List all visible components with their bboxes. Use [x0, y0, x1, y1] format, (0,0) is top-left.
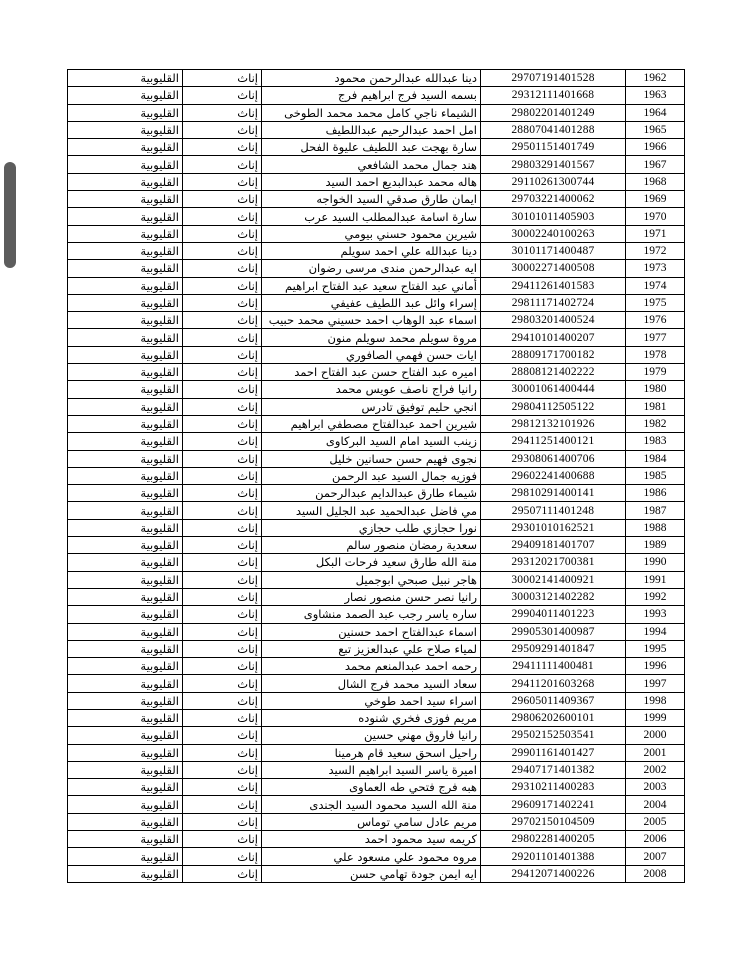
gender-cell: إناث: [183, 381, 262, 398]
serial-number-cell: 1974: [626, 277, 685, 294]
governorate-cell: القليوبية: [68, 191, 183, 208]
name-cell: رحمه احمد عبدالمنعم محمد: [262, 658, 481, 675]
table-row: [68, 865, 685, 882]
national-id-cell: 29507111401248: [481, 502, 626, 519]
serial-number-cell: 2001: [626, 744, 685, 761]
governorate-cell: القليوبية: [68, 260, 183, 277]
serial-number-cell: 1971: [626, 225, 685, 242]
serial-number-cell: 1987: [626, 502, 685, 519]
name-cell: سارة بهجت عبد اللطيف عليوة الفحل: [262, 139, 481, 156]
name-cell: مريم فوزى فخري شنوده: [262, 709, 481, 726]
national-id-cell: 28809171700182: [481, 346, 626, 363]
gender-cell: إناث: [183, 709, 262, 726]
gender-cell: إناث: [183, 467, 262, 484]
governorate-cell: القليوبية: [68, 346, 183, 363]
governorate-cell: القليوبية: [68, 277, 183, 294]
governorate-cell: القليوبية: [68, 225, 183, 242]
table-row: [68, 744, 685, 761]
table-row: [68, 727, 685, 744]
serial-number-cell: 1972: [626, 242, 685, 259]
table-row: [68, 433, 685, 450]
governorate-cell: القليوبية: [68, 173, 183, 190]
governorate-cell: القليوبية: [68, 208, 183, 225]
serial-number-cell: 1975: [626, 294, 685, 311]
serial-number-cell: 1969: [626, 191, 685, 208]
name-cell: اسماء عبد الوهاب احمد حسيني محمد حبيب: [262, 312, 481, 329]
serial-number-cell: 2005: [626, 813, 685, 830]
serial-number-cell: 1981: [626, 398, 685, 415]
national-id-cell: 28808121402222: [481, 364, 626, 381]
gender-cell: إناث: [183, 260, 262, 277]
table-row: [68, 485, 685, 502]
table-row: [68, 173, 685, 190]
table-row: [68, 537, 685, 554]
table-row: [68, 312, 685, 329]
name-cell: بسمه السيد فرج ابراهيم فرج: [262, 87, 481, 104]
national-id-cell: 30003121402282: [481, 588, 626, 605]
table-row: [68, 329, 685, 346]
serial-number-cell: 1991: [626, 571, 685, 588]
national-id-cell: 29411201603268: [481, 675, 626, 692]
name-cell: دينا عبدالله علي احمد سويلم: [262, 242, 481, 259]
gender-cell: إناث: [183, 502, 262, 519]
name-cell: شيرين احمد عبدالفتاح مصطفي ابراهيم: [262, 415, 481, 432]
governorate-cell: القليوبية: [68, 779, 183, 796]
governorate-cell: القليوبية: [68, 658, 183, 675]
serial-number-cell: 1982: [626, 415, 685, 432]
gender-cell: إناث: [183, 658, 262, 675]
name-cell: زينب السيد امام السيد البركاوى: [262, 433, 481, 450]
table-row: [68, 450, 685, 467]
governorate-cell: القليوبية: [68, 571, 183, 588]
national-id-cell: 29501151401749: [481, 139, 626, 156]
serial-number-cell: 2002: [626, 761, 685, 778]
governorate-cell: القليوبية: [68, 156, 183, 173]
serial-number-cell: 1993: [626, 606, 685, 623]
national-id-cell: 29904011401223: [481, 606, 626, 623]
table-row: [68, 70, 685, 87]
gender-cell: إناث: [183, 121, 262, 138]
name-cell: أماني عبد الفتاح سعيد عبد الفتاح ابراهيم: [262, 277, 481, 294]
name-cell: اميرة ياسر السيد ابراهيم السيد: [262, 761, 481, 778]
governorate-cell: القليوبية: [68, 70, 183, 87]
name-cell: هند جمال محمد الشافعي: [262, 156, 481, 173]
national-id-cell: 29810291400141: [481, 485, 626, 502]
national-id-cell: 29605011409367: [481, 692, 626, 709]
table-row: [68, 104, 685, 121]
national-id-cell: 29312021700381: [481, 554, 626, 571]
gender-cell: إناث: [183, 173, 262, 190]
table-row: [68, 364, 685, 381]
governorate-cell: القليوبية: [68, 588, 183, 605]
national-id-cell: 30002240100263: [481, 225, 626, 242]
governorate-cell: القليوبية: [68, 121, 183, 138]
national-id-cell: 28807041401288: [481, 121, 626, 138]
governorate-cell: القليوبية: [68, 727, 183, 744]
national-id-cell: 29905301400987: [481, 623, 626, 640]
gender-cell: إناث: [183, 398, 262, 415]
gender-cell: إناث: [183, 450, 262, 467]
gender-cell: إناث: [183, 727, 262, 744]
serial-number-cell: 2007: [626, 848, 685, 865]
name-cell: سعاد السيد محمد فرج الشال: [262, 675, 481, 692]
governorate-cell: القليوبية: [68, 865, 183, 882]
serial-number-cell: 1986: [626, 485, 685, 502]
gender-cell: إناث: [183, 537, 262, 554]
table-row: [68, 554, 685, 571]
gender-cell: إناث: [183, 606, 262, 623]
national-id-cell: 29502152503541: [481, 727, 626, 744]
gender-cell: إناث: [183, 433, 262, 450]
national-id-cell: 30002141400921: [481, 571, 626, 588]
governorate-cell: القليوبية: [68, 450, 183, 467]
governorate-cell: القليوبية: [68, 675, 183, 692]
serial-number-cell: 1977: [626, 329, 685, 346]
table-row: [68, 606, 685, 623]
national-id-cell: 29707191401528: [481, 70, 626, 87]
governorate-cell: القليوبية: [68, 104, 183, 121]
name-cell: مروه محمود علي مسعود علي: [262, 848, 481, 865]
governorate-cell: القليوبية: [68, 312, 183, 329]
name-cell: هاله محمد عبدالبديع احمد السيد: [262, 173, 481, 190]
serial-number-cell: 1989: [626, 537, 685, 554]
table-body: [68, 70, 685, 883]
serial-number-cell: 2003: [626, 779, 685, 796]
serial-number-cell: 1995: [626, 640, 685, 657]
gender-cell: إناث: [183, 139, 262, 156]
scrollbar-thumb[interactable]: [4, 162, 16, 268]
gender-cell: إناث: [183, 588, 262, 605]
table-row: [68, 796, 685, 813]
governorate-cell: القليوبية: [68, 692, 183, 709]
table-row: [68, 225, 685, 242]
gender-cell: إناث: [183, 208, 262, 225]
serial-number-cell: 1990: [626, 554, 685, 571]
name-cell: لمياء صلاح علي عبدالعزيز تبع: [262, 640, 481, 657]
name-cell: ساره ياسر رجب عبد الصمد منشاوى: [262, 606, 481, 623]
national-id-cell: 29602241400688: [481, 467, 626, 484]
table-row: [68, 346, 685, 363]
name-cell: رانيا فراج ناصف عويس محمد: [262, 381, 481, 398]
serial-number-cell: 1978: [626, 346, 685, 363]
governorate-cell: القليوبية: [68, 364, 183, 381]
national-id-cell: 29411261401583: [481, 277, 626, 294]
governorate-cell: القليوبية: [68, 554, 183, 571]
national-id-cell: 29411251400121: [481, 433, 626, 450]
table-row: [68, 502, 685, 519]
gender-cell: إناث: [183, 87, 262, 104]
gender-cell: إناث: [183, 415, 262, 432]
table-row: [68, 588, 685, 605]
serial-number-cell: 1980: [626, 381, 685, 398]
table-row: [68, 467, 685, 484]
table-row: [68, 761, 685, 778]
national-id-cell: 29201101401388: [481, 848, 626, 865]
name-cell: نجوى فهيم حسن حسانين خليل: [262, 450, 481, 467]
table-row: [68, 242, 685, 259]
name-cell: دينا عبدالله عبدالرحمن محمود: [262, 70, 481, 87]
national-id-cell: 29308061400706: [481, 450, 626, 467]
name-cell: ايه عبدالرحمن مندى مرسى رضوان: [262, 260, 481, 277]
governorate-cell: القليوبية: [68, 502, 183, 519]
serial-number-cell: 1965: [626, 121, 685, 138]
serial-number-cell: 1985: [626, 467, 685, 484]
serial-number-cell: 1988: [626, 519, 685, 536]
national-id-cell: 29412071400226: [481, 865, 626, 882]
name-cell: فوزيه جمال السيد عبد الرحمن: [262, 467, 481, 484]
governorate-cell: القليوبية: [68, 242, 183, 259]
serial-number-cell: 2008: [626, 865, 685, 882]
name-cell: ايه ايمن جودة تهامي حسن: [262, 865, 481, 882]
table-row: [68, 831, 685, 848]
gender-cell: إناث: [183, 519, 262, 536]
serial-number-cell: 1966: [626, 139, 685, 156]
governorate-cell: القليوبية: [68, 813, 183, 830]
governorate-cell: القليوبية: [68, 640, 183, 657]
national-id-cell: 29410101400207: [481, 329, 626, 346]
gender-cell: إناث: [183, 779, 262, 796]
table-row: [68, 623, 685, 640]
name-cell: إسراء وائل عبد اللطيف عفيفي: [262, 294, 481, 311]
serial-number-cell: 2006: [626, 831, 685, 848]
table-row: [68, 260, 685, 277]
name-cell: ايمان طارق صدقي السيد الخواجه: [262, 191, 481, 208]
table-row: [68, 191, 685, 208]
table-row: [68, 398, 685, 415]
national-id-cell: 29812132101926: [481, 415, 626, 432]
gender-cell: إناث: [183, 675, 262, 692]
table-row: [68, 640, 685, 657]
gender-cell: إناث: [183, 485, 262, 502]
gender-cell: إناث: [183, 640, 262, 657]
name-cell: سعدية رمضان منصور سالم: [262, 537, 481, 554]
name-cell: هاجر نبيل صبحي ابوجميل: [262, 571, 481, 588]
national-id-cell: 29312111401668: [481, 87, 626, 104]
table-row: [68, 121, 685, 138]
gender-cell: إناث: [183, 277, 262, 294]
national-id-cell: 29811171402724: [481, 294, 626, 311]
name-cell: رانيا فاروق مهني حسين: [262, 727, 481, 744]
name-cell: منة الله السيد محمود السيد الجندى: [262, 796, 481, 813]
governorate-cell: القليوبية: [68, 537, 183, 554]
governorate-cell: القليوبية: [68, 606, 183, 623]
table-row: [68, 571, 685, 588]
national-id-cell: 29409181401707: [481, 537, 626, 554]
gender-cell: إناث: [183, 761, 262, 778]
gender-cell: إناث: [183, 225, 262, 242]
governorate-cell: القليوبية: [68, 467, 183, 484]
table-row: [68, 381, 685, 398]
national-id-cell: 29703221400062: [481, 191, 626, 208]
name-cell: مي فاضل عبدالحميد عبد الجليل السيد: [262, 502, 481, 519]
national-id-cell: 29803201400524: [481, 312, 626, 329]
serial-number-cell: 1963: [626, 87, 685, 104]
governorate-cell: القليوبية: [68, 623, 183, 640]
governorate-cell: القليوبية: [68, 433, 183, 450]
name-cell: مريم عادل سامي توماس: [262, 813, 481, 830]
gender-cell: إناث: [183, 831, 262, 848]
serial-number-cell: 2004: [626, 796, 685, 813]
national-id-cell: 29901161401427: [481, 744, 626, 761]
name-cell: ايات حسن فهمي الصافوري: [262, 346, 481, 363]
governorate-cell: القليوبية: [68, 744, 183, 761]
table-row: [68, 813, 685, 830]
serial-number-cell: 1999: [626, 709, 685, 726]
national-id-cell: 29110261300744: [481, 173, 626, 190]
name-cell: منة الله طارق سعيد فرحات البكل: [262, 554, 481, 571]
table-row: [68, 848, 685, 865]
name-cell: شيماء طارق عبدالدايم عبدالرحمن: [262, 485, 481, 502]
governorate-cell: القليوبية: [68, 796, 183, 813]
governorate-cell: القليوبية: [68, 294, 183, 311]
national-id-cell: 29310211400283: [481, 779, 626, 796]
name-cell: راحيل اسحق سعيد قام هرمينا: [262, 744, 481, 761]
serial-number-cell: 1970: [626, 208, 685, 225]
table-row: [68, 658, 685, 675]
table-row: [68, 675, 685, 692]
national-id-cell: 29803291401567: [481, 156, 626, 173]
table-row: [68, 294, 685, 311]
national-id-cell: 29407171401382: [481, 761, 626, 778]
table-row: [68, 692, 685, 709]
name-cell: الشيماء ناجي كامل محمد محمد الطوخى: [262, 104, 481, 121]
gender-cell: إناث: [183, 346, 262, 363]
national-id-cell: 30101171400487: [481, 242, 626, 259]
serial-number-cell: 1968: [626, 173, 685, 190]
gender-cell: إناث: [183, 70, 262, 87]
name-cell: سارة اسامة عبدالمطلب السيد عرب: [262, 208, 481, 225]
serial-number-cell: 1998: [626, 692, 685, 709]
gender-cell: إناث: [183, 294, 262, 311]
table-row: [68, 779, 685, 796]
gender-cell: إناث: [183, 813, 262, 830]
governorate-cell: القليوبية: [68, 709, 183, 726]
governorate-cell: القليوبية: [68, 139, 183, 156]
name-cell: شيرين محمود حسني بيومي: [262, 225, 481, 242]
serial-number-cell: 1973: [626, 260, 685, 277]
table-row: [68, 87, 685, 104]
gender-cell: إناث: [183, 156, 262, 173]
name-cell: اميره عبد الفتاح حسن عبد الفتاح احمد: [262, 364, 481, 381]
national-id-cell: 30001061400444: [481, 381, 626, 398]
serial-number-cell: 1983: [626, 433, 685, 450]
governorate-cell: القليوبية: [68, 485, 183, 502]
name-cell: اسراء سيد احمد طوخي: [262, 692, 481, 709]
governorate-cell: القليوبية: [68, 415, 183, 432]
gender-cell: إناث: [183, 312, 262, 329]
name-cell: امل احمد عبدالرحيم عبداللطيف: [262, 121, 481, 138]
serial-number-cell: 1996: [626, 658, 685, 675]
gender-cell: إناث: [183, 191, 262, 208]
name-cell: مروة سويلم محمد سويلم منون: [262, 329, 481, 346]
governorate-cell: القليوبية: [68, 761, 183, 778]
gender-cell: إناث: [183, 104, 262, 121]
name-cell: نورا حجازي طلب حجازي: [262, 519, 481, 536]
serial-number-cell: 1967: [626, 156, 685, 173]
name-cell: هبه فرج فتحي طه العماوى: [262, 779, 481, 796]
national-id-cell: 29802201401249: [481, 104, 626, 121]
gender-cell: إناث: [183, 796, 262, 813]
governorate-cell: القليوبية: [68, 87, 183, 104]
serial-number-cell: 1992: [626, 588, 685, 605]
serial-number-cell: 1997: [626, 675, 685, 692]
serial-number-cell: 1979: [626, 364, 685, 381]
national-id-cell: 29411111400481: [481, 658, 626, 675]
gender-cell: إناث: [183, 554, 262, 571]
serial-number-cell: 1994: [626, 623, 685, 640]
name-cell: كريمه سيد محمود احمد: [262, 831, 481, 848]
gender-cell: إناث: [183, 848, 262, 865]
table-row: [68, 519, 685, 536]
governorate-cell: القليوبية: [68, 831, 183, 848]
gender-cell: إناث: [183, 329, 262, 346]
national-id-cell: 29806202600101: [481, 709, 626, 726]
name-cell: انجي حليم توفيق تادرس: [262, 398, 481, 415]
gender-cell: إناث: [183, 364, 262, 381]
table-row: [68, 415, 685, 432]
gender-cell: إناث: [183, 744, 262, 761]
national-id-cell: 30101011405903: [481, 208, 626, 225]
serial-number-cell: 1976: [626, 312, 685, 329]
table-row: [68, 139, 685, 156]
serial-number-cell: 1964: [626, 104, 685, 121]
gender-cell: إناث: [183, 571, 262, 588]
table-row: [68, 277, 685, 294]
gender-cell: إناث: [183, 623, 262, 640]
table-row: [68, 156, 685, 173]
serial-number-cell: 2000: [626, 727, 685, 744]
governorate-cell: القليوبية: [68, 848, 183, 865]
name-cell: اسماء عبدالفتاح احمد حسنين: [262, 623, 481, 640]
national-id-cell: 29301010162521: [481, 519, 626, 536]
table-row: [68, 208, 685, 225]
gender-cell: إناث: [183, 865, 262, 882]
serial-number-cell: 1984: [626, 450, 685, 467]
applicants-table: [67, 69, 685, 883]
gender-cell: إناث: [183, 242, 262, 259]
national-id-cell: 29609171402241: [481, 796, 626, 813]
national-id-cell: 29509291401847: [481, 640, 626, 657]
governorate-cell: القليوبية: [68, 329, 183, 346]
name-cell: رانيا نصر حسن منصور نصار: [262, 588, 481, 605]
governorate-cell: القليوبية: [68, 381, 183, 398]
national-id-cell: 29802281400205: [481, 831, 626, 848]
national-id-cell: 29804112505122: [481, 398, 626, 415]
governorate-cell: القليوبية: [68, 398, 183, 415]
gender-cell: إناث: [183, 692, 262, 709]
serial-number-cell: 1962: [626, 70, 685, 87]
national-id-cell: 30002271400508: [481, 260, 626, 277]
table-row: [68, 709, 685, 726]
governorate-cell: القليوبية: [68, 519, 183, 536]
national-id-cell: 29702150104509: [481, 813, 626, 830]
